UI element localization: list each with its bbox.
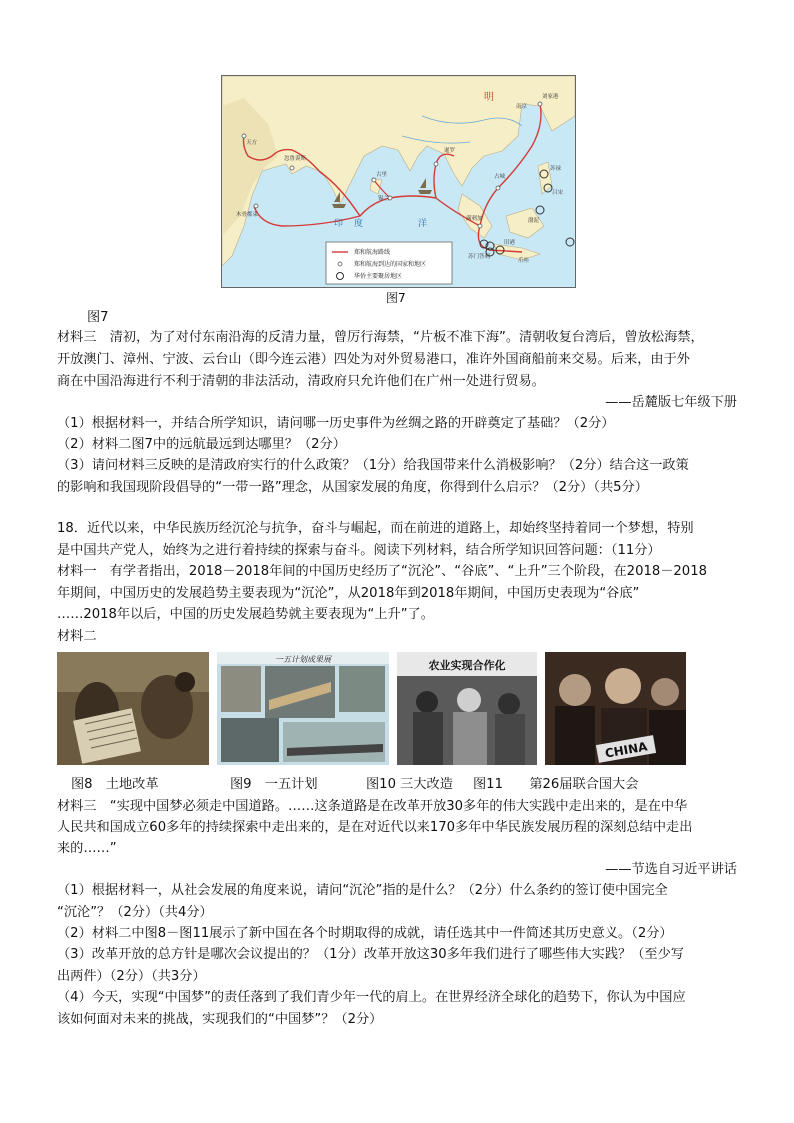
material3-line2: 开放澳门、漳州、宁波、云台山（即今连云港）四处为对外贸易港口，准许外国商船前来交易。后来，由于外 <box>57 352 690 367</box>
label-guli: 古里 <box>376 172 388 178</box>
five-year-banner: 一五计划成果展 <box>275 655 331 664</box>
material3-line1: 材料三 清初，为了对付东南沿海的反清力量，曾厉行海禁，“片板不准下海”。清朝收复台湾后，曾放松海禁， <box>57 330 704 345</box>
label-manlajia: 满剌加 <box>466 216 483 222</box>
map-legend <box>326 242 452 284</box>
label-hormuz: 忽鲁谟斯 <box>284 156 307 162</box>
q18-2: （2）材料二中图8－图11展示了新中国在各个时期取得的成就，请任选其中一件简述其历史意义。（2分） <box>57 926 673 941</box>
china-sign: CHINA <box>603 739 649 761</box>
legend-reached: 郑和航海到达的国家和地区 <box>354 261 427 268</box>
photo-five-year-plan <box>217 652 389 765</box>
caption-fig11: 图11 第26届联合国大会 <box>473 777 639 792</box>
label-liujiagang: 刘家港 <box>542 94 559 100</box>
caption-fig10: 图10 三大改造 <box>366 777 453 792</box>
q18-3-line2: 出两件）（2分）（共3分） <box>57 969 206 984</box>
photo-land-reform <box>57 652 209 765</box>
q18-4-line1: （4）今天，实现“中国梦”的责任落到了我们青少年一代的肩上。在世界经济全球化的趋势下，你认为中国应 <box>57 990 686 1005</box>
caption-fig9: 图9 一五计划 <box>230 777 318 792</box>
q18-intro-line2: 是中国共产党人，始终为之进行着持续的探索与奋斗。阅读下列材料，结合所学知识回答问题：（11分） <box>57 543 661 558</box>
q18-3-line1: （3）改革开放的总方针是哪次会议提出的？（1分）改革开放这30多年我们进行了哪些伟大实践？（至少写 <box>57 947 684 962</box>
q17-2: （2）材料二图7中的远航最远到达哪里？（2分） <box>57 437 346 452</box>
label-mubugudushu: 木骨都束 <box>236 212 259 218</box>
ship-icon <box>418 178 432 194</box>
label-zhancheng: 占城 <box>494 174 506 180</box>
q17-3-line1: （3）请问材料三反映的是清政府实行的什么政策？（1分）给我国带来什么消极影响？（2分）结合这一政策 <box>57 458 689 473</box>
material1-line3: ……2018年以后，中国的历史发展趋势就主要表现为“上升”了。 <box>57 607 434 622</box>
photo-three-transformations <box>397 652 537 765</box>
q18-4-line2: 该如何面对未来的挑战，实现我们的“中国梦”？（2分） <box>57 1012 383 1027</box>
label-zhaowa: 爪哇 <box>518 258 530 264</box>
source-yuelu: ——岳麓版七年级下册 <box>605 395 737 410</box>
source-xi-speech: ——节选自习近平讲话 <box>605 862 737 877</box>
zheng-he-voyage-map <box>221 75 576 288</box>
map-graphic <box>222 76 575 287</box>
label-xianluo: 暹罗 <box>444 148 456 154</box>
label-ming: 明 <box>484 92 494 103</box>
cooperative-banner: 农业实现合作化 <box>428 659 506 672</box>
q17-3-line2: 的影响和我国现阶段倡导的“一带一路”理念，从国家发展的角度，你得到什么启示？（2分）（共5分） <box>57 480 648 495</box>
material3b-line3: 来的……” <box>57 841 117 856</box>
label-lvsong: 吕宋 <box>552 190 564 196</box>
material2-heading: 材料二 <box>57 629 97 644</box>
material1-line2: 年期间，中国历史的发展趋势主要表现为“沉沦”，从2018年到2018年期间，中国历史表现为“谷底” <box>57 586 640 601</box>
label-jiugang: 旧港 <box>504 240 516 246</box>
label-xilan: 锡兰 <box>378 196 390 202</box>
label-indian-2: 度 <box>354 219 364 229</box>
q18-1-line2: “沉沦”？（2分）（共4分） <box>57 905 213 920</box>
caption-fig8: 图8 土地改革 <box>71 777 159 792</box>
fig7-label: 图7 <box>87 310 109 325</box>
label-indian-1: 印 <box>334 219 344 229</box>
label-boni: 渤泥 <box>528 218 540 224</box>
label-tianfang: 天方 <box>246 140 258 146</box>
legend-overseas: 华侨主要聚居地区 <box>354 273 403 280</box>
material3b-line2: 人民共和国成立60多年的持续探索中走出来的，是在对近代以来170多年中华民族发展历程的深刻总结中走出 <box>57 820 693 835</box>
map-caption: 图7 <box>386 291 406 305</box>
photo-un-assembly <box>545 652 686 765</box>
legend-route: 郑和航海路线 <box>354 249 391 256</box>
material1-line1: 材料一 有学者指出，2018－2018年间的中国历史经历了“沉沦”、“谷底”、“上升”三个阶段，在2018－2018 <box>57 564 707 579</box>
q18-intro-line1: 18．近代以来，中华民族历经沉沦与抗争，奋斗与崛起，而在前进的道路上，却始终坚持着同一个梦想，特别 <box>57 521 694 536</box>
label-sumendala: 苏门答剌 <box>468 254 491 260</box>
route-west <box>254 196 480 226</box>
label-ocean: 洋 <box>418 219 428 229</box>
label-nanjing: 南京 <box>516 104 528 110</box>
q18-1-line1: （1）根据材料一，从社会发展的角度来说，请问“沉沦”指的是什么？（2分）什么条约的签订使中国完全 <box>57 883 668 898</box>
material3-line3: 商在中国沿海进行不利于清朝的非法活动，清政府只允许他们在广州一处进行贸易。 <box>57 374 545 389</box>
label-sulu: 苏禄 <box>550 166 562 172</box>
q17-1: （1）根据材料一，并结合所学知识，请问哪一历史事件为丝绸之路的开辟奠定了基础？（2分） <box>57 416 615 431</box>
material3b-line1: 材料三 “实现中国梦必须走中国道路。……这条道路是在改革开放30多年的伟大实践中走出来的，是在中华 <box>57 799 688 814</box>
